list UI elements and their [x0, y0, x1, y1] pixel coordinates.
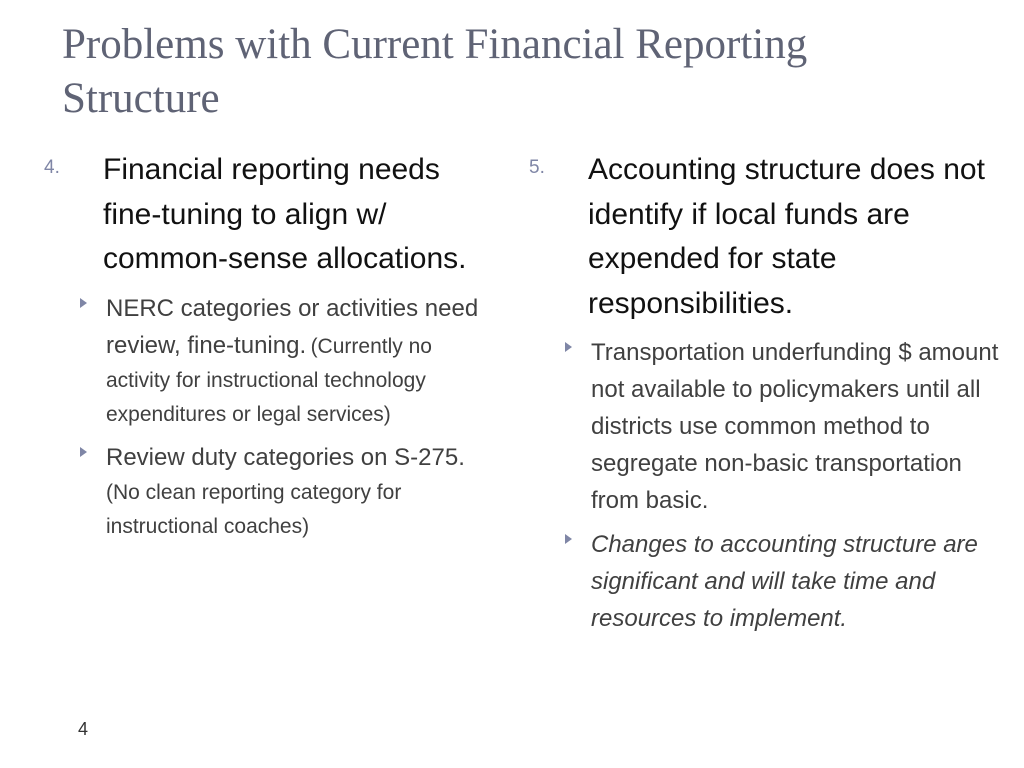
point-heading: Accounting structure does not identify if local funds are expended for state responsibilities. — [588, 153, 985, 320]
right-column — [529, 148, 999, 644]
sub-bullet-content — [106, 290, 494, 432]
sub-bullet-list — [44, 290, 494, 544]
point-heading: Financial reporting needs fine-tuning to align w/ common-sense allocations. — [103, 153, 467, 275]
sub-bullet-item — [44, 439, 494, 544]
sub-bullet-note: (Currently no activity for instructional technology expenditures or legal services) — [106, 334, 432, 426]
sub-bullet-main-text: Changes to accounting structure are significant and will take time and resources to implement. — [591, 531, 978, 632]
page-number: 4 — [78, 719, 89, 739]
main-point-4 — [44, 148, 494, 282]
sub-bullet-item — [529, 334, 999, 519]
left-column — [44, 148, 494, 551]
sub-bullet-list — [529, 334, 999, 637]
point-number: 4. — [44, 157, 60, 178]
triangle-bullet-icon — [565, 534, 572, 544]
sub-bullet-item — [529, 526, 999, 637]
sub-bullet-content — [106, 439, 494, 544]
slide-title: Problems with Current Financial Reporting Structure — [62, 21, 808, 122]
point-number: 5. — [529, 157, 545, 178]
sub-bullet-item — [44, 290, 494, 432]
sub-bullet-main-text: Transportation underfunding $ amount not available to policymakers until all districts use common method to segregate non-basic transportation from basic. — [591, 339, 999, 514]
sub-bullet-main-text: NERC categories or activities need review, fine-tuning. — [106, 294, 479, 359]
triangle-bullet-icon — [565, 342, 572, 352]
main-point-5 — [529, 148, 999, 326]
sub-bullet-main-text: Review duty categories on S-275. — [106, 443, 465, 471]
triangle-bullet-icon — [80, 447, 87, 457]
triangle-bullet-icon — [80, 298, 87, 308]
sub-bullet-note: (No clean reporting category for instructional coaches) — [106, 480, 402, 538]
